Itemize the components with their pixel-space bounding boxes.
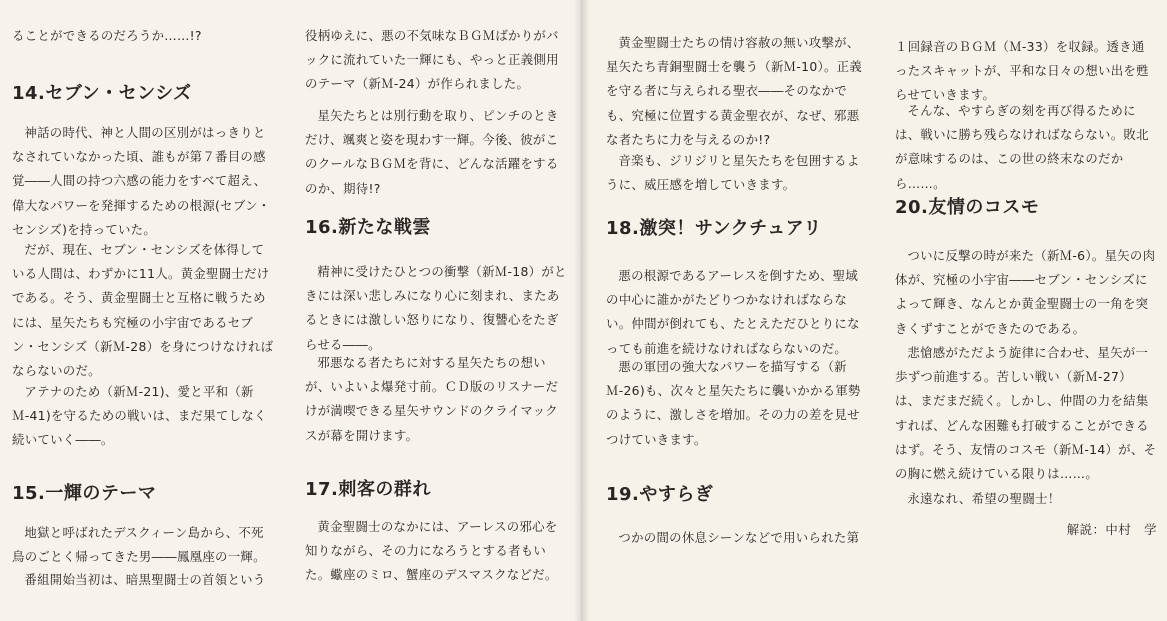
section-heading: 14.セブン・センシズ bbox=[12, 83, 192, 104]
body-paragraph: 星矢たちとは別行動を取り、ピンチのときだけ、颯爽と姿を現わす一輝。今後、彼がこのクールなＢＧＭを背に、どんな活躍をするのか、期待!? bbox=[305, 108, 559, 196]
body-paragraph: 黄金聖闘士のなかには、アーレスの邪心を知りながら、その力になろうとする者もいた。蠍座のミロ、蟹座のデスマスクなどだ。 bbox=[305, 519, 558, 583]
body-paragraph: ついに反撃の時が来た（新Ｍ-6）。星矢の肉体が、究極の小宇宙――セブン・センシズによって輝き、なんとか黄金聖闘士の一角を突きくずすことができたのである。 bbox=[895, 248, 1156, 336]
body-paragraph: だが、現在、セブン・センシズを体得している人間は、わずかに11人。黄金聖闘士だけである。そう、黄金聖闘士と互格に戦うためには、星矢たちも究極の小宇宙であるセブン・センシズ（新Ｍ-28）を身につけなければならないのだ。 bbox=[12, 242, 274, 379]
body-paragraph: 永遠なれ、希望の聖闘士！ bbox=[907, 491, 1061, 506]
body-paragraph: 悪の軍団の強大なパワーを描写する（新Ｍ-26)も、次々と星矢たちに襲いかかる軍勢のように、激しさを増加。その力の差を見せつけていきます。 bbox=[606, 359, 861, 447]
section-heading: 16.新たな戦雲 bbox=[305, 217, 431, 238]
credit-line: 解説：中村 学 bbox=[1066, 522, 1157, 538]
section-heading: 20.友情のコスモ bbox=[895, 197, 1040, 218]
body-paragraph: 音楽も、ジリジリと星矢たちを包囲するように、威圧感を増していきます。 bbox=[606, 153, 860, 193]
body-paragraph: 役柄ゆえに、悪の不気味なＢＧＭばかりがバックに流れていた一輝にも、やっと正義側用のテーマ（新Ｍ-24）が作られました。 bbox=[305, 28, 559, 92]
body-paragraph: 黄金聖闘士たちの情け容赦の無い攻撃が、星矢たち青銅聖闘士を襲う（新Ｍ-10）。正義を守る者に与えられる聖衣――そのなかでも、究極に位置する黄金聖衣が、なぜ、邪悪な者たちに力を与えるのか!? bbox=[606, 35, 863, 147]
section-heading: 19.やすらぎ bbox=[606, 484, 714, 505]
body-paragraph: 精神に受けたひとつの衝撃（新Ｍ-18）がときには深い悲しみになり心に刻まれ、またあるときには激しい怒りになり、復讐心をたぎらせる――。 bbox=[305, 264, 567, 352]
page-gutter bbox=[574, 0, 590, 621]
body-paragraph: １回録音のＢＧＭ（Ｍ-33）を収録。透き通ったスキャットが、平和な日々の想い出を甦らせていきます。 bbox=[895, 39, 1149, 103]
body-paragraph: そんな、やすらぎの刻を再び得るためには、戦いに勝ち残らなければならない。敗北が意味するのは、この世の終末なのだから……。 bbox=[895, 103, 1149, 191]
body-paragraph: 悪の根源であるアーレスを倒すため、聖域の中心に誰かがたどりつかなければならない。仲間が倒れても、たとえただひとりになっても前進を続けなければならないのだ。 bbox=[606, 268, 860, 356]
body-paragraph: 地獄と呼ばれたデスクィーン島から、不死鳥のごとく帰ってきた男――鳳凰座の一輝。 bbox=[12, 525, 266, 565]
body-paragraph: 番組開始当初は、暗黒聖闘士の首領という bbox=[24, 572, 266, 587]
section-heading: 18.激突！サンクチュアリ bbox=[606, 218, 822, 239]
body-paragraph: 悲愴感がただよう旋律に合わせ、星矢が一歩ずつ前進する。苦しい戦い（新Ｍ-27）は、まだまだ続く。しかし、仲間の力を結集すれば、どんな困難も打破することができるはず。そう、友情のコスモ（新Ｍ-14）が、その胸に燃え続けている限りは……。 bbox=[895, 345, 1157, 482]
body-paragraph: ることができるのだろうか……!? bbox=[12, 28, 202, 43]
body-paragraph: つかの間の休息シーンなどで用いられた第 bbox=[618, 530, 860, 545]
body-paragraph: アテナのため（新Ｍ-21)、愛と平和（新Ｍ-41)を守るための戦いは、まだ果てしなく続いていく――。 bbox=[12, 384, 267, 448]
body-paragraph: 邪悪なる者たちに対する星矢たちの想いが、いよいよ爆発寸前。ＣＤ版のリスナーだけが満喫できる星矢サウンドのクライマックスが幕を開けます。 bbox=[305, 355, 559, 443]
section-heading: 17.刺客の群れ bbox=[305, 479, 431, 500]
body-paragraph: 神話の時代、神と人間の区別がはっきりとなされていなかった頃、誰もが第７番目の感覚――人間の持つ六感の能力をすべて超え、偉大なパワーを発揮するための根源(セブン・センシズ)を持っていた。 bbox=[12, 125, 271, 237]
section-heading: 15.一輝のテーマ bbox=[12, 483, 157, 504]
